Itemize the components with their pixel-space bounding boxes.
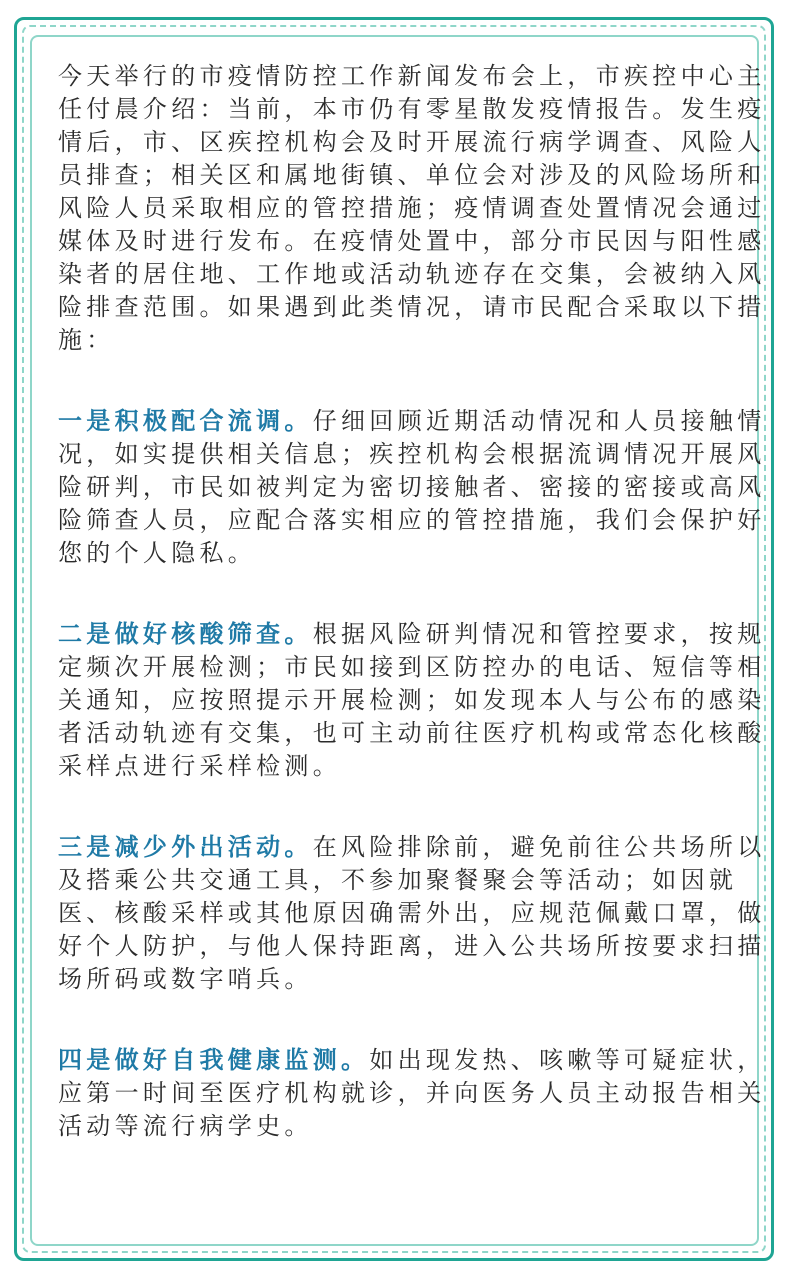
text-line: 关通知，应按照提示开展检测；如发现本人与公布的感染 <box>58 686 766 714</box>
text-line: 媒体及时进行发布。在疫情处置中，部分市民因与阳性感 <box>58 227 766 255</box>
text-run: 根据风险研判情况和管控要求，按规 <box>312 620 766 648</box>
text-line: 险研判，市民如被判定为密切接触者、密接的密接或高风 <box>58 473 766 501</box>
text-run: 仔细回顾近期活动情况和人员接触情 <box>312 407 766 435</box>
text-run: 在风险排除前，避免前往公共场所以 <box>312 833 766 861</box>
measure-paragraph-1 <box>58 405 766 570</box>
text-line <box>58 618 766 651</box>
measure-paragraph-2 <box>58 618 766 783</box>
text-line: 及搭乘公共交通工具，不参加聚餐聚会等活动；如因就 <box>58 866 738 894</box>
text-line: 今天举行的市疫情防控工作新闻发布会上，市疾控中心主 <box>58 62 766 90</box>
text-line <box>58 1044 766 1077</box>
text-line: 采样点进行采样检测。 <box>58 752 341 780</box>
measure-heading-3: 三是减少外出活动。 <box>58 833 313 861</box>
text-line: 情后，市、区疾控机构会及时开展流行病学调查、风险人 <box>58 128 766 156</box>
measure-paragraph-4 <box>58 1044 766 1143</box>
text-line <box>58 831 766 864</box>
text-run: 如出现发热、咳嗽等可疑症状， <box>369 1046 766 1074</box>
text-line <box>58 405 766 438</box>
article-content <box>58 60 766 1191</box>
text-line: 况，如实提供相关信息；疾控机构会根据流调情况开展风 <box>58 440 766 468</box>
measure-heading-1: 一是积极配合流调。 <box>58 407 313 435</box>
text-line: 好个人防护，与他人保持距离，进入公共场所按要求扫描 <box>58 932 766 960</box>
text-line: 施： <box>58 326 115 354</box>
text-line: 医、核酸采样或其他原因确需外出，应规范佩戴口罩，做 <box>58 899 766 927</box>
text-line: 场所码或数字哨兵。 <box>58 965 313 993</box>
text-line: 险排查范围。如果遇到此类情况，请市民配合采取以下措 <box>58 293 766 321</box>
text-line: 染者的居住地、工作地或活动轨迹存在交集，会被纳入风 <box>58 260 766 288</box>
intro-paragraph <box>58 60 766 357</box>
text-line: 者活动轨迹有交集，也可主动前往医疗机构或常态化核酸 <box>58 719 766 747</box>
text-line: 您的个人隐私。 <box>58 539 257 567</box>
text-line: 任付晨介绍：当前，本市仍有零星散发疫情报告。发生疫 <box>58 95 766 123</box>
measure-paragraph-3 <box>58 831 766 996</box>
text-line: 险筛查人员，应配合落实相应的管控措施，我们会保护好 <box>58 506 766 534</box>
text-line: 应第一时间至医疗机构就诊，并向医务人员主动报告相关 <box>58 1079 766 1107</box>
text-line: 活动等流行病学史。 <box>58 1112 313 1140</box>
measure-heading-2: 二是做好核酸筛查。 <box>58 620 313 648</box>
text-line: 员排查；相关区和属地街镇、单位会对涉及的风险场所和 <box>58 161 766 189</box>
text-line: 定频次开展检测；市民如接到区防控办的电话、短信等相 <box>58 653 766 681</box>
text-line: 风险人员采取相应的管控措施；疫情调查处置情况会通过 <box>58 194 766 222</box>
measure-heading-4: 四是做好自我健康监测。 <box>58 1046 370 1074</box>
